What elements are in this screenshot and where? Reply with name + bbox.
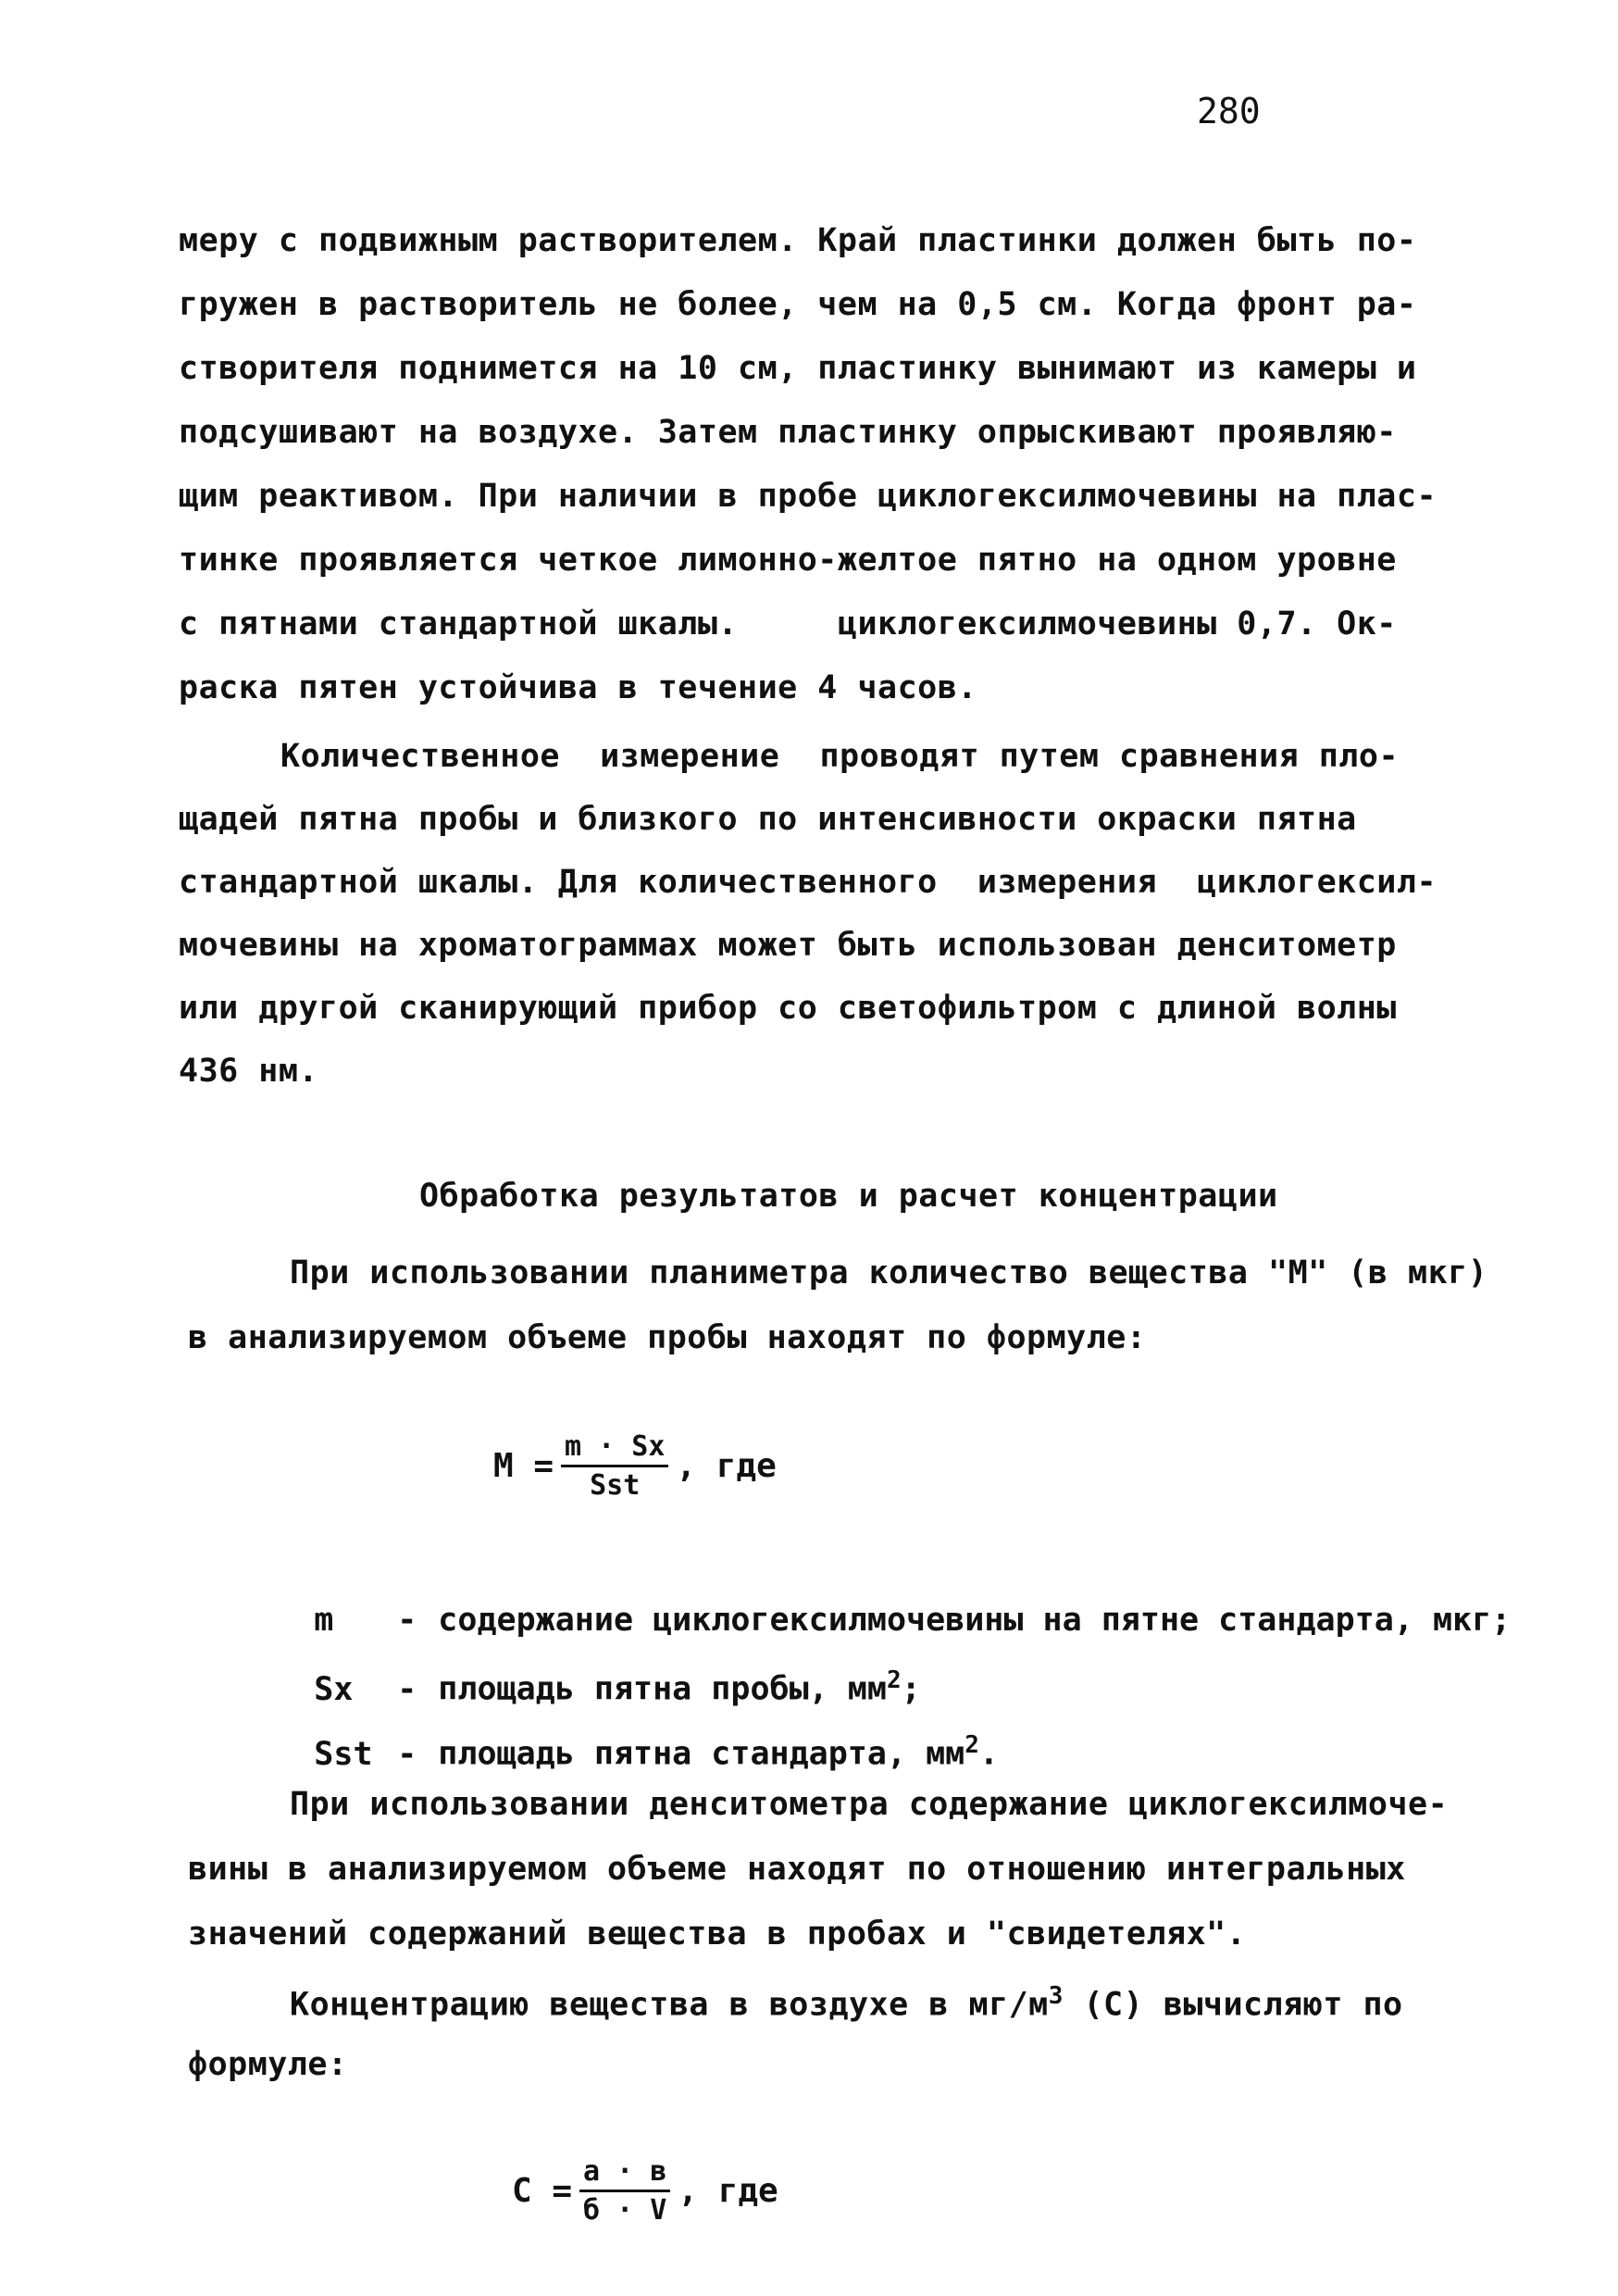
paragraph5-line: формуле: [188, 2046, 348, 2083]
formula-lhs: M = [493, 1447, 554, 1485]
paragraph1-line: меру с подвижным растворителем. Край пластинки должен быть по- [179, 222, 1417, 259]
definition-text: площадь пятна пробы, мм [438, 1670, 887, 1708]
paragraph3-line: в анализируемом объеме пробы находят по формуле: [188, 1319, 1147, 1356]
definition-symbol: Sst [314, 1735, 373, 1773]
formula-suffix: , где [678, 2172, 778, 2210]
definition-dash: - [397, 1735, 417, 1773]
formula-mass [493, 1430, 777, 1502]
definition-superscript: 2 [965, 1731, 979, 1759]
definition-symbol: m [314, 1602, 334, 1639]
paragraph4-line: При использовании денситометра содержание циклогексилмоче- [290, 1786, 1449, 1823]
paragraph2-line: стандартной шкалы. Для количественного измерения циклогексил- [179, 864, 1438, 901]
formula-numerator: m · Sx [561, 1430, 668, 1467]
paragraph5-text-end: (С) вычисляют по [1063, 1986, 1403, 2024]
paragraph1-line: тинке проявляется четкое лимонно-желтое пятно на одном уровне [179, 542, 1397, 579]
definition-dash: - [397, 1670, 417, 1708]
paragraph1-line: створителя поднимется на 10 см, пластинку вынимают из камеры и [179, 350, 1417, 387]
formula-lhs: С = [512, 2172, 573, 2210]
definition-end: ; [901, 1670, 921, 1708]
paragraph1-line: с пятнами стандартной шкалы. циклогексилмочевины 0,7. Ок- [179, 605, 1397, 643]
paragraph1-line: раска пятен устойчива в течение 4 часов. [179, 669, 977, 706]
paragraph1-line: подсушивают на воздухе. Затем пластинку опрыскивают проявляю- [179, 414, 1397, 451]
paragraph1-line: гружен в растворитель не более, чем на 0,5 см. Когда фронт ра- [179, 286, 1417, 323]
paragraph3-line: При использовании планиметра количество вещества "M" (в мкг) [290, 1254, 1488, 1292]
formula-denominator: б · V [583, 2194, 667, 2227]
formula-suffix: , где [676, 1447, 777, 1485]
definition-symbol: Sx [314, 1670, 354, 1708]
definition-text: площадь пятна стандарта, мм [438, 1735, 965, 1773]
formula-fraction [579, 2155, 670, 2227]
paragraph2-line: 436 нм. [179, 1053, 319, 1090]
paragraph5-line [290, 1984, 1403, 2022]
paragraph5-text: Концентрацию вещества в воздухе в мг/м [290, 1986, 1049, 2024]
formula-denominator: Sst [590, 1469, 641, 1502]
definition-text: содержание циклогексилмочевины на пятне стандарта, мкг; [438, 1602, 1512, 1639]
paragraph4-line: значений содержаний вещества в пробах и "свидетелях". [188, 1915, 1247, 1953]
formula-numerator: a · в [579, 2155, 670, 2192]
paragraph5-superscript: 3 [1048, 1982, 1064, 2010]
page-number: 280 [1197, 91, 1261, 131]
definition-superscript: 2 [886, 1666, 902, 1694]
paragraph1-line: щим реактивом. При наличии в пробе циклогексилмочевины на плас- [179, 478, 1438, 515]
definition-end: . [978, 1735, 999, 1773]
paragraph2-line: или другой сканирующий прибор со светофильтром с длиной волны [179, 990, 1397, 1027]
paragraph2-line: мочевины на хроматограммах может быть использован денситометр [179, 927, 1397, 964]
formula-fraction [561, 1430, 668, 1502]
definition-dash: - [397, 1602, 417, 1639]
paragraph2-line: Количественное измерение проводят путем сравнения пло- [280, 738, 1400, 775]
paragraph2-line: щадей пятна пробы и близкого по интенсивности окраски пятна [179, 801, 1357, 838]
section-heading: Обработка результатов и расчет концентрации [419, 1178, 1278, 1215]
formula-concentration [512, 2155, 778, 2227]
paragraph4-line: вины в анализируемом объеме находят по отношению интегральных [188, 1851, 1406, 1888]
